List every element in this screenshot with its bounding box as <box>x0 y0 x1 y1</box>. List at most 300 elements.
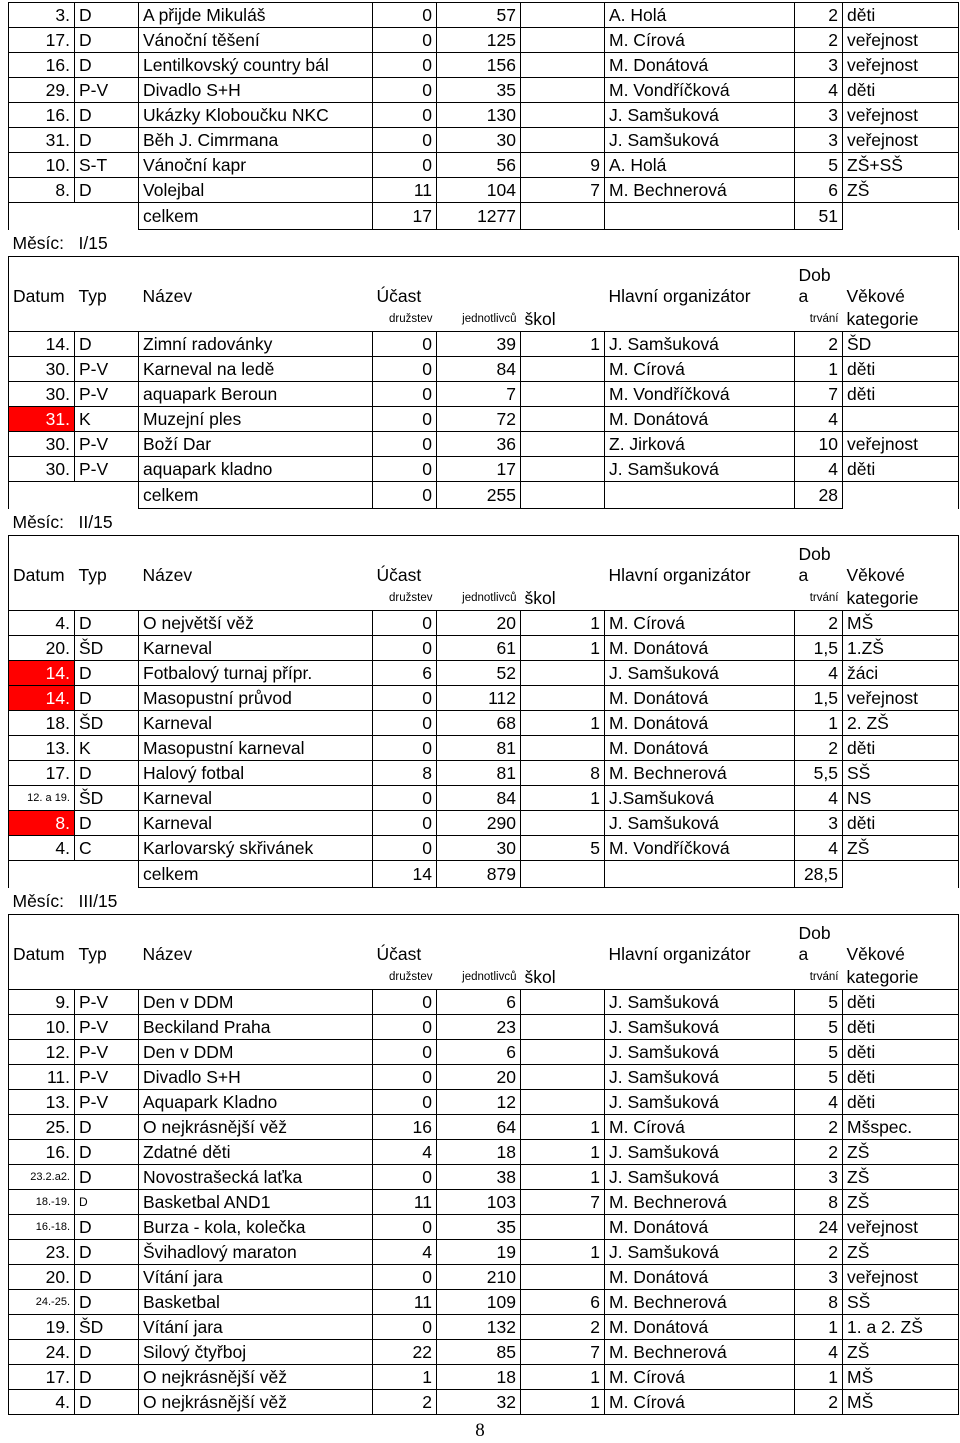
type-cell: D <box>75 1340 139 1365</box>
table-row <box>9 78 959 103</box>
total-spacer <box>75 861 139 888</box>
type-cell: D <box>75 1240 139 1265</box>
organizer-cell: M. Círová <box>605 1365 795 1390</box>
month-label: Měsíc: <box>12 233 65 253</box>
duration-cell: 2 <box>795 28 843 53</box>
teams-cell: 8 <box>373 761 437 786</box>
organizer-cell: M. Donátová <box>605 1215 795 1240</box>
schools-cell: 7 <box>521 1190 605 1215</box>
total-organizer <box>605 203 795 230</box>
duration-cell: 10 <box>795 432 843 457</box>
date-cell: 30. <box>9 432 75 457</box>
schools-cell: 8 <box>521 761 605 786</box>
schools-cell <box>521 78 605 103</box>
teams-cell: 0 <box>373 128 437 153</box>
individuals-cell: 52 <box>437 661 521 686</box>
schools-cell <box>521 811 605 836</box>
duration-cell: 1 <box>795 357 843 382</box>
date-cell: 13. <box>9 1090 75 1115</box>
name-cell: Karneval na ledě <box>139 357 373 382</box>
teams-cell: 0 <box>373 1040 437 1065</box>
individuals-cell: 103 <box>437 1190 521 1215</box>
name-cell: Den v DDM <box>139 1040 373 1065</box>
header-duration-line1: Dob <box>798 544 831 564</box>
name-cell: Boží Dar <box>139 432 373 457</box>
header-subrow <box>9 307 959 332</box>
date-cell: 9. <box>9 990 75 1015</box>
name-cell: Vítání jara <box>139 1315 373 1340</box>
duration-cell: 2 <box>795 332 843 357</box>
total-spacer <box>75 482 139 509</box>
header-type: Typ <box>75 257 139 308</box>
duration-cell: 5 <box>795 1065 843 1090</box>
month-spacer <box>521 230 605 257</box>
month-spacer <box>843 888 959 915</box>
category-cell: děti <box>843 357 959 382</box>
duration-cell: 3 <box>795 128 843 153</box>
individuals-cell: 20 <box>437 1065 521 1090</box>
date-cell: 10. <box>9 1015 75 1040</box>
category-cell: děti <box>843 736 959 761</box>
name-cell: Švihadlový maraton <box>139 1240 373 1265</box>
header-organizer: Hlavní organizátor <box>605 257 795 308</box>
organizer-cell: J. Samšuková <box>605 1015 795 1040</box>
duration-cell: 1 <box>795 1365 843 1390</box>
category-cell: děti <box>843 1040 959 1065</box>
individuals-cell: 6 <box>437 1040 521 1065</box>
organizer-cell: M. Donátová <box>605 407 795 432</box>
date-cell: 18. <box>9 711 75 736</box>
individuals-cell: 32 <box>437 1390 521 1415</box>
month-spacer <box>843 230 959 257</box>
duration-cell: 4 <box>795 457 843 482</box>
duration-cell: 1 <box>795 711 843 736</box>
name-cell: Burza - kola, kolečka <box>139 1215 373 1240</box>
duration-cell: 4 <box>795 407 843 432</box>
table-row <box>9 836 959 861</box>
name-cell: Novostrašecká laťka <box>139 1165 373 1190</box>
type-cell: P-V <box>75 78 139 103</box>
type-cell: ŠD <box>75 711 139 736</box>
date-cell: 30. <box>9 457 75 482</box>
table-row <box>9 1165 959 1190</box>
month-spacer <box>373 888 437 915</box>
individuals-cell: 132 <box>437 1315 521 1340</box>
duration-cell: 2 <box>795 3 843 28</box>
schools-cell: 1 <box>521 332 605 357</box>
name-cell: Masopustní karneval <box>139 736 373 761</box>
individuals-cell: 61 <box>437 636 521 661</box>
teams-cell: 0 <box>373 1065 437 1090</box>
date-cell: 4. <box>9 836 75 861</box>
organizer-cell: J. Samšuková <box>605 1040 795 1065</box>
month-row <box>9 509 959 536</box>
total-label: celkem <box>139 203 373 230</box>
date-cell: 30. <box>9 382 75 407</box>
total-label: celkem <box>139 482 373 509</box>
name-cell: Aquapark Kladno <box>139 1090 373 1115</box>
header-duration-sub: trvání <box>795 586 843 611</box>
total-spacer <box>9 482 75 509</box>
date-cell: 4. <box>9 1390 75 1415</box>
date-cell: 11. <box>9 1065 75 1090</box>
header-age: Věkové <box>843 915 959 966</box>
table-row <box>9 178 959 203</box>
table-row <box>9 661 959 686</box>
name-cell: Zdatné děti <box>139 1140 373 1165</box>
teams-cell: 0 <box>373 103 437 128</box>
individuals-cell: 30 <box>437 128 521 153</box>
individuals-cell: 12 <box>437 1090 521 1115</box>
organizer-cell: J.Samšuková <box>605 786 795 811</box>
schools-cell: 1 <box>521 611 605 636</box>
teams-cell: 0 <box>373 1090 437 1115</box>
table-row <box>9 1240 959 1265</box>
category-cell: veřejnost <box>843 128 959 153</box>
type-cell: K <box>75 736 139 761</box>
organizer-cell: Z. Jirková <box>605 432 795 457</box>
organizer-cell: M. Vondříčková <box>605 382 795 407</box>
schools-cell <box>521 128 605 153</box>
name-cell: Beckiland Praha <box>139 1015 373 1040</box>
category-cell: Mšspec. <box>843 1115 959 1140</box>
total-spacer <box>9 203 75 230</box>
month-spacer <box>373 230 437 257</box>
duration-cell: 4 <box>795 1090 843 1115</box>
header-type: Typ <box>75 536 139 587</box>
date-cell: 8. <box>9 178 75 203</box>
type-cell: D <box>75 1290 139 1315</box>
individuals-cell: 130 <box>437 103 521 128</box>
teams-cell: 11 <box>373 178 437 203</box>
date-cell: 24.-25. <box>9 1290 75 1315</box>
duration-cell: 2 <box>795 1390 843 1415</box>
category-cell: ZŠ <box>843 178 959 203</box>
header-spacer <box>75 586 139 611</box>
category-cell <box>843 407 959 432</box>
teams-cell: 0 <box>373 990 437 1015</box>
schools-cell: 6 <box>521 1290 605 1315</box>
individuals-cell: 85 <box>437 1340 521 1365</box>
organizer-cell: M. Bechnerová <box>605 178 795 203</box>
teams-cell: 0 <box>373 332 437 357</box>
header-row <box>9 257 959 308</box>
date-cell: 16. <box>9 1140 75 1165</box>
header-subrow <box>9 965 959 990</box>
name-cell: O největší věž <box>139 611 373 636</box>
organizer-cell: M. Donátová <box>605 636 795 661</box>
duration-cell: 1 <box>795 1315 843 1340</box>
duration-cell: 8 <box>795 1290 843 1315</box>
name-cell: aquapark kladno <box>139 457 373 482</box>
category-cell: MŠ <box>843 611 959 636</box>
total-row <box>9 861 959 888</box>
individuals-cell: 104 <box>437 178 521 203</box>
individuals-cell: 36 <box>437 432 521 457</box>
header-participation: Účast <box>373 915 605 966</box>
name-cell: O nejkrásnější věž <box>139 1365 373 1390</box>
name-cell: Karneval <box>139 711 373 736</box>
header-name: Název <box>139 915 373 966</box>
name-cell: Vítání jara <box>139 1265 373 1290</box>
teams-cell: 0 <box>373 1215 437 1240</box>
header-spacer <box>139 307 373 332</box>
category-cell: ŠD <box>843 332 959 357</box>
category-cell: ZŠ <box>843 1240 959 1265</box>
month-spacer <box>437 888 521 915</box>
type-cell: K <box>75 407 139 432</box>
total-spacer <box>75 203 139 230</box>
type-cell: D <box>75 3 139 28</box>
table-row <box>9 736 959 761</box>
header-duration <box>795 257 843 308</box>
type-cell: P-V <box>75 1040 139 1065</box>
name-cell: Ukázky Kloboučku NKC <box>139 103 373 128</box>
organizer-cell: J. Samšuková <box>605 332 795 357</box>
month-spacer <box>843 509 959 536</box>
teams-cell: 11 <box>373 1190 437 1215</box>
name-cell: O nejkrásnější věž <box>139 1115 373 1140</box>
name-cell: Halový fotbal <box>139 761 373 786</box>
category-cell: veřejnost <box>843 103 959 128</box>
total-teams: 0 <box>373 482 437 509</box>
date-cell: 12. <box>9 1040 75 1065</box>
name-cell: Basketbal <box>139 1290 373 1315</box>
name-cell: A přijde Mikuláš <box>139 3 373 28</box>
teams-cell: 0 <box>373 28 437 53</box>
individuals-cell: 84 <box>437 357 521 382</box>
month-spacer <box>521 888 605 915</box>
schools-cell <box>521 1065 605 1090</box>
header-spacer <box>605 965 795 990</box>
teams-cell: 4 <box>373 1240 437 1265</box>
name-cell: Volejbal <box>139 178 373 203</box>
total-schools <box>521 861 605 888</box>
table-row <box>9 53 959 78</box>
total-schools <box>521 482 605 509</box>
header-category: kategorie <box>843 586 959 611</box>
schools-cell <box>521 990 605 1015</box>
name-cell: Karneval <box>139 786 373 811</box>
total-category <box>843 482 959 509</box>
date-cell: 3. <box>9 3 75 28</box>
organizer-cell: J. Samšuková <box>605 128 795 153</box>
type-cell: D <box>75 1265 139 1290</box>
organizer-cell: M. Círová <box>605 1115 795 1140</box>
header-spacer <box>139 965 373 990</box>
date-cell: 14. <box>9 686 75 711</box>
date-cell: 17. <box>9 28 75 53</box>
organizer-cell: J. Samšuková <box>605 990 795 1015</box>
header-spacer <box>605 586 795 611</box>
header-schools: škol <box>521 307 605 332</box>
type-cell: P-V <box>75 432 139 457</box>
header-spacer <box>75 965 139 990</box>
table-row <box>9 1190 959 1215</box>
individuals-cell: 7 <box>437 382 521 407</box>
teams-cell: 2 <box>373 1390 437 1415</box>
duration-cell: 6 <box>795 178 843 203</box>
date-cell: 16.-18. <box>9 1215 75 1240</box>
type-cell: ŠD <box>75 636 139 661</box>
category-cell: ZŠ <box>843 1340 959 1365</box>
header-participation: Účast <box>373 536 605 587</box>
individuals-cell: 6 <box>437 990 521 1015</box>
date-cell: 31. <box>9 407 75 432</box>
type-cell: D <box>75 686 139 711</box>
schools-cell <box>521 661 605 686</box>
teams-cell: 0 <box>373 786 437 811</box>
table-row <box>9 686 959 711</box>
header-duration-sub: trvání <box>795 965 843 990</box>
header-individuals: jednotlivců <box>437 965 521 990</box>
category-cell: NS <box>843 786 959 811</box>
type-cell: D <box>75 53 139 78</box>
category-cell: žáci <box>843 661 959 686</box>
header-duration-sub: trvání <box>795 307 843 332</box>
header-duration-line2: a <box>798 286 809 306</box>
individuals-cell: 68 <box>437 711 521 736</box>
table-row <box>9 407 959 432</box>
header-spacer <box>9 307 75 332</box>
schools-cell: 7 <box>521 178 605 203</box>
date-cell: 4. <box>9 611 75 636</box>
schools-cell <box>521 1090 605 1115</box>
name-cell: Běh J. Cimrmana <box>139 128 373 153</box>
duration-cell: 8 <box>795 1190 843 1215</box>
duration-cell: 4 <box>795 786 843 811</box>
type-cell: D <box>75 611 139 636</box>
total-duration: 51 <box>795 203 843 230</box>
type-cell: C <box>75 836 139 861</box>
teams-cell: 6 <box>373 661 437 686</box>
header-date: Datum <box>9 257 75 308</box>
teams-cell: 16 <box>373 1115 437 1140</box>
individuals-cell: 56 <box>437 153 521 178</box>
table-row <box>9 1365 959 1390</box>
type-cell: D <box>75 1215 139 1240</box>
duration-cell: 3 <box>795 811 843 836</box>
teams-cell: 0 <box>373 736 437 761</box>
type-cell: D <box>75 1390 139 1415</box>
date-cell: 16. <box>9 53 75 78</box>
organizer-cell: J. Samšuková <box>605 1065 795 1090</box>
type-cell: P-V <box>75 1090 139 1115</box>
total-duration: 28,5 <box>795 861 843 888</box>
individuals-cell: 23 <box>437 1015 521 1040</box>
teams-cell: 0 <box>373 53 437 78</box>
date-cell: 17. <box>9 761 75 786</box>
teams-cell: 0 <box>373 432 437 457</box>
header-type: Typ <box>75 915 139 966</box>
schools-cell: 7 <box>521 1340 605 1365</box>
individuals-cell: 72 <box>437 407 521 432</box>
month-spacer <box>605 509 795 536</box>
header-duration-line2: a <box>798 565 809 585</box>
table-row <box>9 1065 959 1090</box>
schools-cell: 9 <box>521 153 605 178</box>
schools-cell <box>521 686 605 711</box>
category-cell: veřejnost <box>843 28 959 53</box>
organizer-cell: M. Vondříčková <box>605 836 795 861</box>
table-row <box>9 128 959 153</box>
teams-cell: 0 <box>373 382 437 407</box>
individuals-cell: 18 <box>437 1140 521 1165</box>
duration-cell: 4 <box>795 836 843 861</box>
header-spacer <box>75 307 139 332</box>
header-duration <box>795 915 843 966</box>
schools-cell <box>521 457 605 482</box>
category-cell: děti <box>843 457 959 482</box>
organizer-cell: J. Samšuková <box>605 811 795 836</box>
header-individuals: jednotlivců <box>437 586 521 611</box>
table-row <box>9 153 959 178</box>
organizer-cell: M. Donátová <box>605 686 795 711</box>
schools-cell <box>521 736 605 761</box>
type-cell: D <box>75 1140 139 1165</box>
organizer-cell: J. Samšuková <box>605 1240 795 1265</box>
date-cell: 24. <box>9 1340 75 1365</box>
month-spacer <box>521 509 605 536</box>
type-cell: ŠD <box>75 1315 139 1340</box>
header-age: Věkové <box>843 536 959 587</box>
month-label: Měsíc: <box>12 891 65 911</box>
table-row <box>9 28 959 53</box>
date-cell: 14. <box>9 661 75 686</box>
individuals-cell: 19 <box>437 1240 521 1265</box>
teams-cell: 0 <box>373 3 437 28</box>
date-cell: 18.-19. <box>9 1190 75 1215</box>
duration-cell: 5,5 <box>795 761 843 786</box>
header-date: Datum <box>9 915 75 966</box>
month-value: III/15 <box>78 891 118 911</box>
schools-cell: 1 <box>521 1165 605 1190</box>
duration-cell: 4 <box>795 1340 843 1365</box>
table-row <box>9 811 959 836</box>
category-cell: děti <box>843 3 959 28</box>
header-individuals: jednotlivců <box>437 307 521 332</box>
name-cell: Fotbalový turnaj přípr. <box>139 661 373 686</box>
table-row <box>9 1090 959 1115</box>
month-spacer <box>795 888 843 915</box>
total-row <box>9 482 959 509</box>
organizer-cell: M. Bechnerová <box>605 1340 795 1365</box>
schools-cell <box>521 1215 605 1240</box>
organizer-cell: M. Donátová <box>605 1265 795 1290</box>
organizer-cell: M. Donátová <box>605 736 795 761</box>
schools-cell: 1 <box>521 1115 605 1140</box>
schools-cell: 1 <box>521 1365 605 1390</box>
duration-cell: 5 <box>795 1040 843 1065</box>
organizer-cell: J. Samšuková <box>605 661 795 686</box>
teams-cell: 0 <box>373 1015 437 1040</box>
month-spacer <box>795 509 843 536</box>
header-teams: družstev <box>373 307 437 332</box>
month-row <box>9 230 959 257</box>
individuals-cell: 17 <box>437 457 521 482</box>
total-category <box>843 203 959 230</box>
date-cell: 23. <box>9 1240 75 1265</box>
date-cell: 19. <box>9 1315 75 1340</box>
type-cell: P-V <box>75 1065 139 1090</box>
date-cell: 29. <box>9 78 75 103</box>
teams-cell: 11 <box>373 1290 437 1315</box>
individuals-cell: 109 <box>437 1290 521 1315</box>
name-cell: Karlovarský skřivánek <box>139 836 373 861</box>
table-row <box>9 1115 959 1140</box>
duration-cell: 3 <box>795 1265 843 1290</box>
total-row <box>9 203 959 230</box>
